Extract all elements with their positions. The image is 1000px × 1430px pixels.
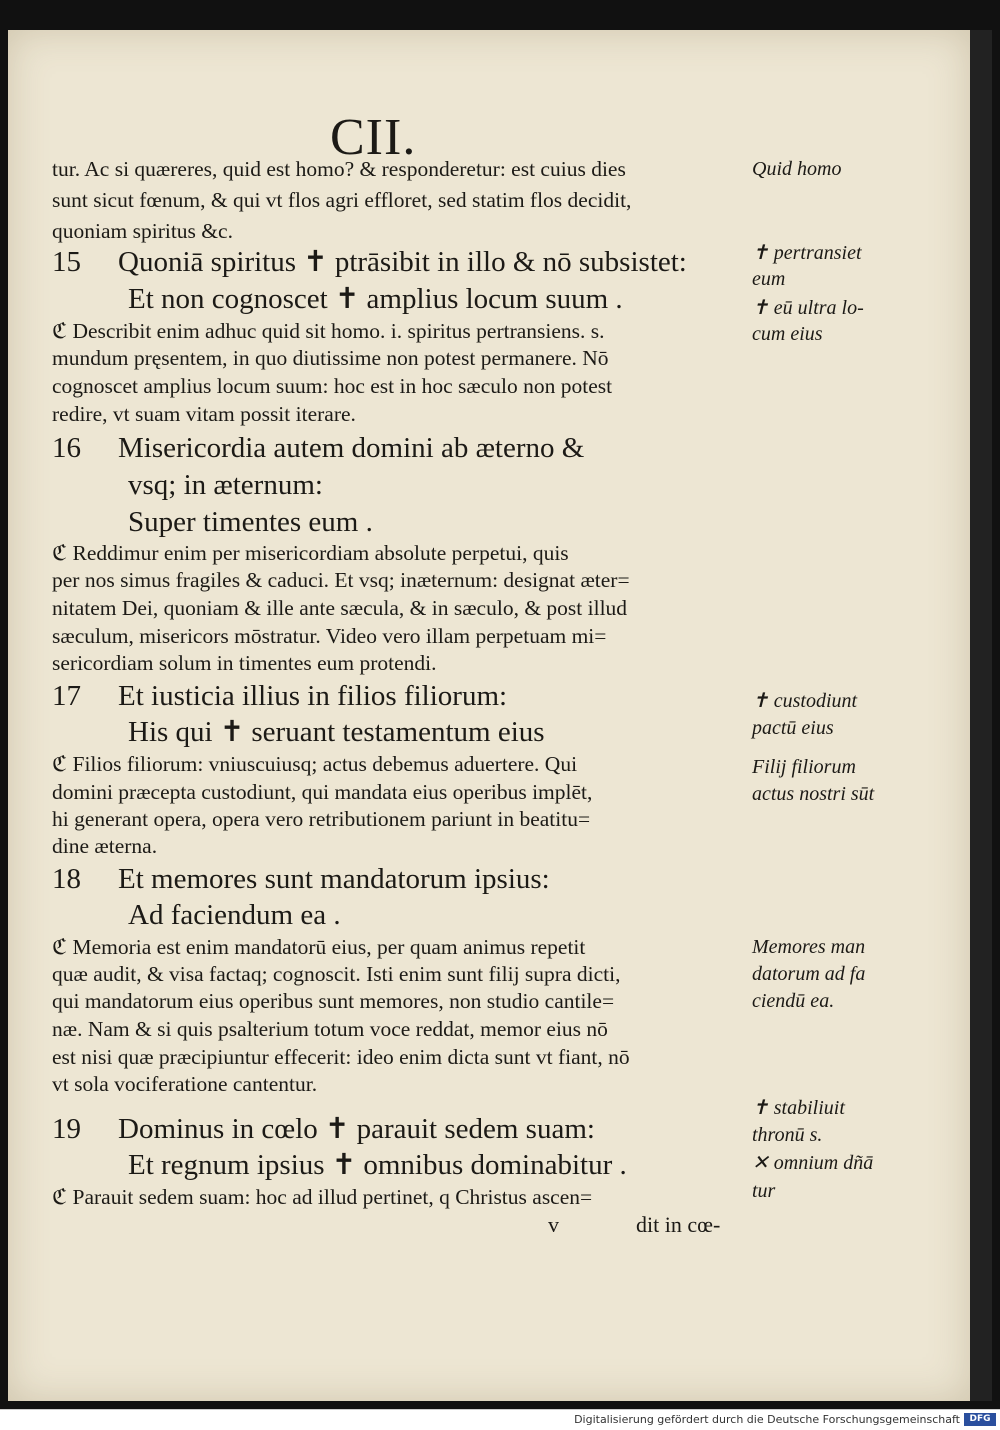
margin-note: ✕ omnium dñā [752,1152,874,1174]
commentary-line: qui mandatorum eius operibus sunt memores, non studio cantile= [52,989,615,1013]
commentary-line: quæ audit, & visa factaq; cognoscit. Isti enim sunt filij supra dicti, [52,962,621,986]
margin-note: tur [752,1180,776,1202]
commentary-line: dine æterna. [52,834,158,858]
commentary-line: domini præcepta custodiunt, qui mandata eius operibus implēt, [52,780,593,804]
verse-line: Dominus in cœlo ✝ parauit sedem suam: [118,1113,595,1145]
commentary-line: ℭ Describit enim adhuc quid sit homo. i. spiritus pertransiens. s. [52,319,605,343]
verse-line: Et non cognoscet ✝ amplius locum suum . [128,283,623,315]
verse-number: 17 [52,680,81,712]
footer-bar [0,1409,1000,1430]
verse-number: 18 [52,863,81,895]
margin-note: Quid homo [752,158,842,180]
verse-line: Et iusticia illius in filios filiorum: [118,680,508,712]
margin-note: datorum ad fa [752,963,866,985]
verse-line: Ad faciendum ea . [128,899,341,931]
commentary-line: vt sola vociferatione cantentur. [52,1072,318,1096]
margin-note: pactū eius [752,717,834,739]
verse-number: 19 [52,1113,81,1145]
signature-mark: v [548,1212,559,1237]
commentary-line: ℭ Filios filiorum: vniuscuiusq; actus debemus aduertere. Qui [52,752,578,776]
margin-note: ✝ custodiunt [752,690,858,712]
commentary-line: sunt sicut fœnum, & qui vt flos agri effloret, sed statim flos decidit, [52,188,632,212]
commentary-line: per nos simus fragiles & caduci. Et vsq; inæternum: designat æter= [52,568,630,592]
commentary-line: quoniam spiritus &c. [52,219,233,243]
page-edge [970,30,992,1401]
verse-line: Quoniā spiritus ✝ ptrāsibit in illo & nō subsistet: [118,246,687,278]
verse-line: Misericordia autem domini ab æterno & [118,432,585,464]
commentary-line: cognoscet amplius locum suum: hoc est in hoc sæculo non potest [52,374,613,398]
verse-number: 15 [52,246,81,278]
margin-note: ✝ stabiliuit [752,1097,845,1119]
margin-note: actus nostri sūt [752,783,875,805]
commentary-line: sæculum, misericors mōstratur. Video vero illam perpetuam mi= [52,624,607,648]
margin-note: Memores man [752,936,866,958]
commentary-line: redire, vt suam vitam possit iterare. [52,402,356,426]
commentary-line: ℭ Parauit sedem suam: hoc ad illud pertinet, q Christus ascen= [52,1185,593,1209]
commentary-line: sericordiam solum in timentes eum protendi. [52,651,437,675]
verse-number: 16 [52,432,81,464]
margin-note: eum [752,268,786,290]
commentary-line: næ. Nam & si quis psalterium totum voce reddat, memor eius nō [52,1017,608,1041]
verse-line: Et regnum ipsius ✝ omnibus dominabitur . [128,1149,627,1181]
commentary-line: ℭ Reddimur enim per misericordiam absolute perpetui, quis [52,541,569,565]
margin-note: cum eius [752,323,823,345]
verse-line: His qui ✝ seruant testamentum eius [128,716,545,748]
margin-note: ✝ eū ultra lo- [752,297,864,319]
commentary-line: tur. Ac si quæreres, quid est homo? & responderetur: est cuius dies [52,157,626,181]
commentary-line: nitatem Dei, quoniam & ille ante sæcula, & in sæculo, & post illud [52,596,628,620]
verse-line: Et memores sunt mandatorum ipsius: [118,863,550,895]
dfg-logo: DFG [964,1413,996,1426]
commentary-line: mundum pręsentem, in quo diutissime non potest permanere. Nō [52,346,609,370]
folio-number: CII. [330,109,417,166]
margin-note: ciendū ea. [752,990,835,1012]
commentary-line: hi generant opera, opera vero retributionem pariunt in beatitu= [52,807,591,831]
margin-note: ✝ pertransiet [752,242,862,264]
funding-notice: Digitalisierung gefördert durch die Deutsche Forschungsgemeinschaft [574,1413,960,1426]
commentary-line: est nisi quæ præcipiuntur effecerit: ideo enim dicta sunt vt fiant, nō [52,1045,630,1069]
verse-line: vsq; in æternum: [128,469,323,501]
commentary-line: ℭ Memoria est enim mandatorū eius, per quam animus repetit [52,935,586,959]
margin-note: Filij filiorum [752,756,856,778]
verse-line: Super timentes eum . [128,506,373,538]
margin-note: thronū s. [752,1124,823,1146]
catchword: dit in cœ- [636,1212,721,1237]
